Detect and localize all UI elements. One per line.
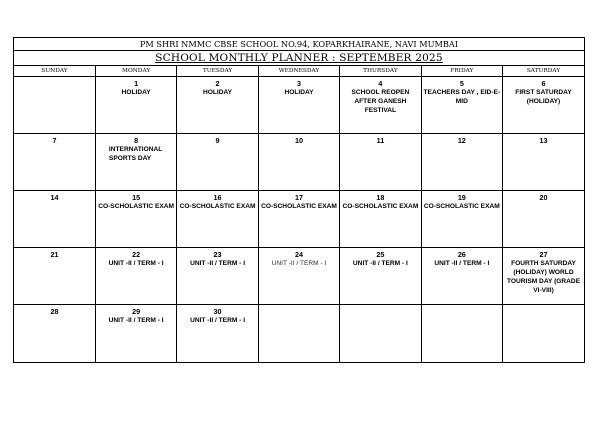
day-cell: [177, 305, 258, 362]
weekday-header: TUESDAY: [177, 66, 258, 77]
date-number: 21: [50, 250, 59, 259]
date-number: 3: [296, 79, 301, 88]
date-number: 27: [539, 250, 548, 259]
day-cell: [503, 191, 584, 248]
date-number: 18: [376, 193, 385, 202]
event-text: UNIT -II / TERM - I: [108, 317, 164, 324]
event-text: HOLIDAY: [121, 89, 151, 96]
weekday-header: SATURDAY: [503, 66, 584, 77]
weekday-header: WEDNESDAY: [258, 66, 339, 77]
event-text: UNIT -II / TERM - I: [434, 260, 490, 267]
date-number: 15: [132, 193, 141, 202]
weekday-header-row: [14, 66, 584, 77]
day-cell: [14, 191, 95, 248]
date-number: 26: [457, 250, 466, 259]
day-cell: [340, 77, 421, 134]
day-cell: [258, 191, 339, 248]
date-number: 19: [457, 193, 466, 202]
date-number: 13: [539, 136, 548, 145]
day-cell: [421, 248, 502, 305]
week-row: [14, 134, 584, 191]
date-number: 30: [213, 307, 222, 316]
day-cell: [503, 305, 584, 362]
date-number: 12: [457, 136, 466, 145]
day-cell: [503, 77, 584, 134]
day-cell: [258, 305, 339, 362]
event-text: TEACHERS DAY , EID-E-MID: [423, 89, 501, 105]
day-cell: [421, 191, 502, 248]
event-text: UNIT -II / TERM - I: [190, 317, 246, 324]
date-number: 4: [378, 79, 383, 88]
date-number: 22: [132, 250, 141, 259]
week-row: [14, 77, 584, 134]
date-number: 7: [52, 136, 57, 145]
weekday-header: FRIDAY: [421, 66, 502, 77]
planner-title: [14, 51, 584, 66]
event-text: UNIT -II / TERM - I: [190, 260, 246, 267]
planner-title-text: SCHOOL MONTHLY PLANNER : SEPTEMBER 2025: [155, 52, 443, 64]
event-text: FOURTH SATURDAY (HOLIDAY) WORLD TOURISM DAY (GRADE VI-VIII): [506, 260, 581, 294]
day-cell: [177, 191, 258, 248]
event-text: SCHOOL REOPEN AFTER GANESH FESTIVAL: [351, 89, 410, 114]
event-text: HOLIDAY: [203, 89, 233, 96]
day-cell: [95, 191, 176, 248]
day-cell: [95, 248, 176, 305]
date-number: 24: [294, 250, 303, 259]
date-number: 2: [215, 79, 220, 88]
date-number: 16: [213, 193, 222, 202]
event-text: UNIT -II / TERM - I: [352, 260, 408, 267]
date-number: 1: [134, 79, 139, 88]
day-cell: [258, 77, 339, 134]
day-cell: [258, 134, 339, 191]
event-text: CO-SCHOLASTIC EXAM: [179, 203, 256, 210]
date-number: 14: [50, 193, 59, 202]
event-text: CO-SCHOLASTIC EXAM: [423, 203, 500, 210]
day-cell: [340, 134, 421, 191]
date-number: 23: [213, 250, 222, 259]
day-cell: [340, 305, 421, 362]
day-cell: [421, 77, 502, 134]
event-text: CO-SCHOLASTIC EXAM: [261, 203, 337, 210]
date-number: 6: [541, 79, 546, 88]
day-cell: [177, 134, 258, 191]
date-number: 29: [132, 307, 141, 316]
day-cell: [95, 134, 176, 191]
day-cell: [258, 248, 339, 305]
event-text: UNIT -II / TERM - I: [108, 260, 164, 267]
calendar-grid: [14, 66, 584, 362]
date-number: 10: [294, 136, 303, 145]
day-cell: [14, 305, 95, 362]
event-text: UNIT -II / TERM - I: [271, 260, 327, 267]
day-cell: [14, 134, 95, 191]
date-number: 11: [376, 136, 385, 145]
date-number: 9: [215, 136, 220, 145]
date-number: 17: [294, 193, 303, 202]
event-text: CO-SCHOLASTIC EXAM: [98, 203, 175, 210]
day-cell: [340, 248, 421, 305]
day-cell: [503, 248, 584, 305]
event-text: FIRST SATURDAY (HOLIDAY): [515, 89, 572, 105]
day-cell: [95, 305, 176, 362]
weekday-header: THURSDAY: [340, 66, 421, 77]
event-text: INTERNATIONAL SPORTS DAY: [108, 146, 163, 162]
weekday-header: SUNDAY: [14, 66, 95, 77]
day-cell: [177, 248, 258, 305]
date-number: 25: [376, 250, 385, 259]
weekday-header: MONDAY: [95, 66, 176, 77]
date-number: 5: [459, 79, 464, 88]
day-cell: [177, 77, 258, 134]
day-cell: [340, 191, 421, 248]
date-number: 20: [539, 193, 548, 202]
event-text: HOLIDAY: [284, 89, 314, 96]
event-text: CO-SCHOLASTIC EXAM: [342, 203, 419, 210]
week-row: [14, 191, 584, 248]
week-row: [14, 305, 584, 362]
date-number: 8: [134, 136, 139, 145]
week-row: [14, 248, 584, 305]
school-name: PM SHRI NMMC CBSE SCHOOL NO.94, KOPARKHAIRANE, NAVI MUMBAI: [14, 38, 584, 51]
day-cell: [95, 77, 176, 134]
day-cell: [421, 305, 502, 362]
day-cell: [14, 248, 95, 305]
monthly-planner: [13, 37, 585, 363]
day-cell: [421, 134, 502, 191]
day-cell: [14, 77, 95, 134]
date-number: 28: [50, 307, 59, 316]
day-cell: [503, 134, 584, 191]
